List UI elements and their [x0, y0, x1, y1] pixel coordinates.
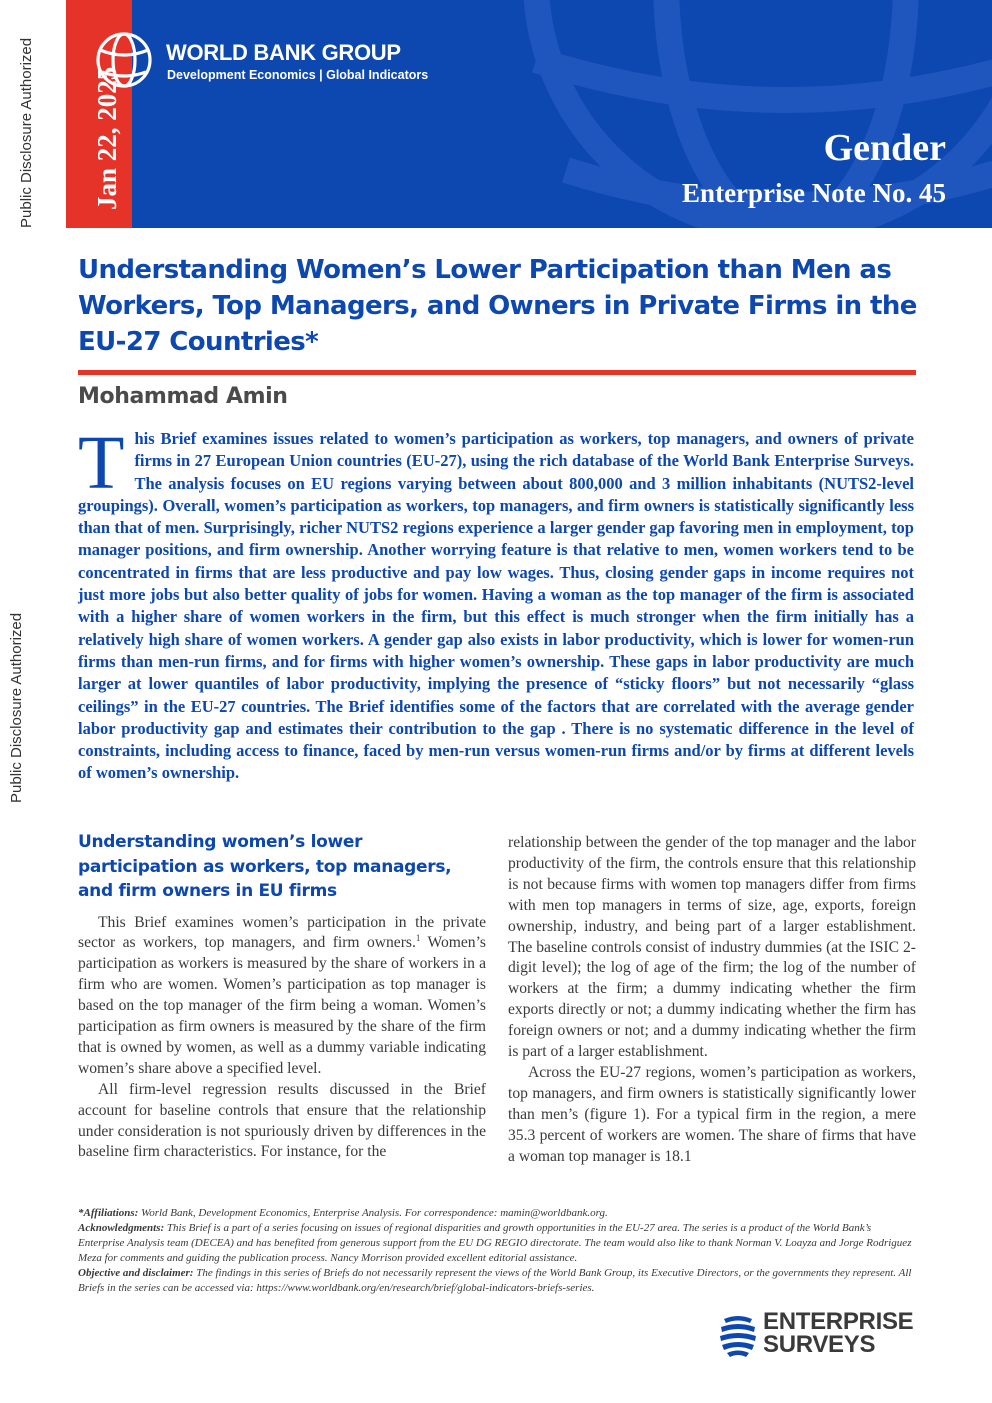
paragraph: relationship between the gender of the top manager and the labor productivity of the firm, the controls ensure that this relationship is not because firms with women top managers differ from firms with men top managers in terms of size, age, exports, foreign ownership, industry, and being part of a larger establishment. The baseline controls consist of industry dummies (at the ISIC 2-digit level); the log of age of the firm; the log of the number of workers at the firm; a dummy indicating whether the firm exports directly or not; a dummy indicating whether the firm has foreign owners or not; and a dummy indicating whether the firm is part of a larger establishment.: [508, 834, 916, 1061]
disclosure-label-top: Public Disclosure Authorized: [18, 37, 35, 228]
org-subtitle: Development Economics | Global Indicators: [167, 68, 429, 82]
enterprise-surveys-wordmark: ENTERPRISE SURVEYS: [763, 1308, 914, 1358]
paragraph: All firm-level regression results discussed in the Brief account for baseline controls that ensure that the relationship under consideration is not spuriously driven by differences in the baseline firm characteristics. For instance, for the: [78, 1080, 486, 1161]
paragraph: This Brief examines women’s participation in the private sector as workers, top managers, and firm owners.$^1$ Women’s participation as workers is measured by the share of workers in a firm who are women. Women’s participation as top manager is based on the top manager of the firm being a woman. Women’s participation as firm owners is measured by the share of the firm that is owned by women, as well as a dummy variable indicating women’s share above a specified level.: [78, 913, 487, 1077]
paragraph: Across the EU-27 regions, women’s participation as workers, top managers, and firm owners is statistically significantly lower than men’s (figure 1). For a typical firm in the region, a mere 35.3 percent of workers are women. The share of firms that have a woman top manager is 18.1: [508, 1063, 916, 1165]
drop-cap: T: [78, 421, 125, 505]
series-title: Gender: [823, 127, 946, 169]
acknowledgments-note: Acknowledgments: This Brief is a part of a series focusing on issues of regional disparities and growth opportunities in the EU-27 area. The series is a product of the World Bank’s Enterprise Analysis team (DECEA) and has benefited from generous support from the EU DG REGIO directorate. The team would also like to thank Norman V. Loayza and Jorge Rodriguez Meza for comments and guiding the publication process. Nancy Morrison provided excellent editorial assistance.: [78, 1222, 912, 1264]
world-bank-globe-icon: [94, 30, 154, 90]
abstract-text: his Brief examines issues related to women’s participation as workers, top managers, and owners of private firms in 27 European Union countries (EU-27), using the rich database of the World Bank Enterprise Surveys. The analysis focuses on EU regions varying between about 800,000 and 3 million inhabitants (NUTS2-level groupings). Overall, women’s participation as workers, top managers, and firm owners is statistically significantly less than that of men. Surprisingly, richer NUTS2 regions experience a larger gender gap favoring men in employment, top manager positions, and firm ownership. Another worrying feature is that relative to men, women workers tend to be concentrated in firms that are less productive and pay low wages. Thus, closing gender gaps in income requires not just more jobs but also better quality of jobs for women. Having a woman as the top manager of the firm is associated with a higher share of women workers in the firm, but this effect is much stronger when the firm initially has a relatively high share of women workers. A gender gap also exists in labor productivity, which is lower for women-run firms than men-run firms, and for firms with higher women’s ownership. These gaps in labor productivity are much larger at lower quantiles of labor productivity, implying the presence of “sticky floors” but not necessarily “glass ceilings” in the EU-27 countries. The Brief identifies some of the factors that are correlated with the average gender labor productivity gap and estimates their contribution to the gap . There is no systematic difference in the level of constraints, including access to finance, faced by men-run versus women-run firms and/or by firms at different levels of women’s ownership.: [78, 429, 914, 783]
title-divider: [78, 370, 916, 375]
publication-date: Jan 22, 2025: [92, 66, 122, 210]
enterprise-surveys-globe-icon: [720, 1313, 756, 1359]
series-note: Enterprise Note No. 45: [682, 178, 946, 208]
abstract: [78, 421, 914, 785]
disclosure-label: Public Disclosure Authorized: [8, 612, 25, 803]
affiliations-note: *Affiliations: World Bank, Development Economics, Enterprise Analysis. For correspondence: mamin@worldbank.org.: [78, 1207, 608, 1219]
right-column: [508, 833, 916, 1168]
footnotes: [78, 1206, 916, 1296]
disclaimer-note: Objective and disclaimer: The findings in this series of Briefs do not necessarily represent the views of the World Bank Group, its Executive Directors, or the governments they represent. All Briefs in the series can be accessed via: https://www.worldbank.org/en/research/brief/global-indicators-briefs-series.: [78, 1267, 912, 1294]
document-title: Understanding Women’s Lower Participation than Men as Workers, Top Managers, and Owners in Private Firms in the EU-27 Countries*: [78, 255, 917, 357]
footnote-ref[interactable]: 1: [415, 933, 421, 944]
left-column: [78, 830, 486, 1163]
author-name: Mohammad Amin: [78, 384, 288, 409]
org-name: WORLD BANK GROUP: [166, 40, 401, 65]
section-heading: Understanding women’s lower participation as workers, top managers, and firm owners in EU firms: [78, 832, 452, 901]
